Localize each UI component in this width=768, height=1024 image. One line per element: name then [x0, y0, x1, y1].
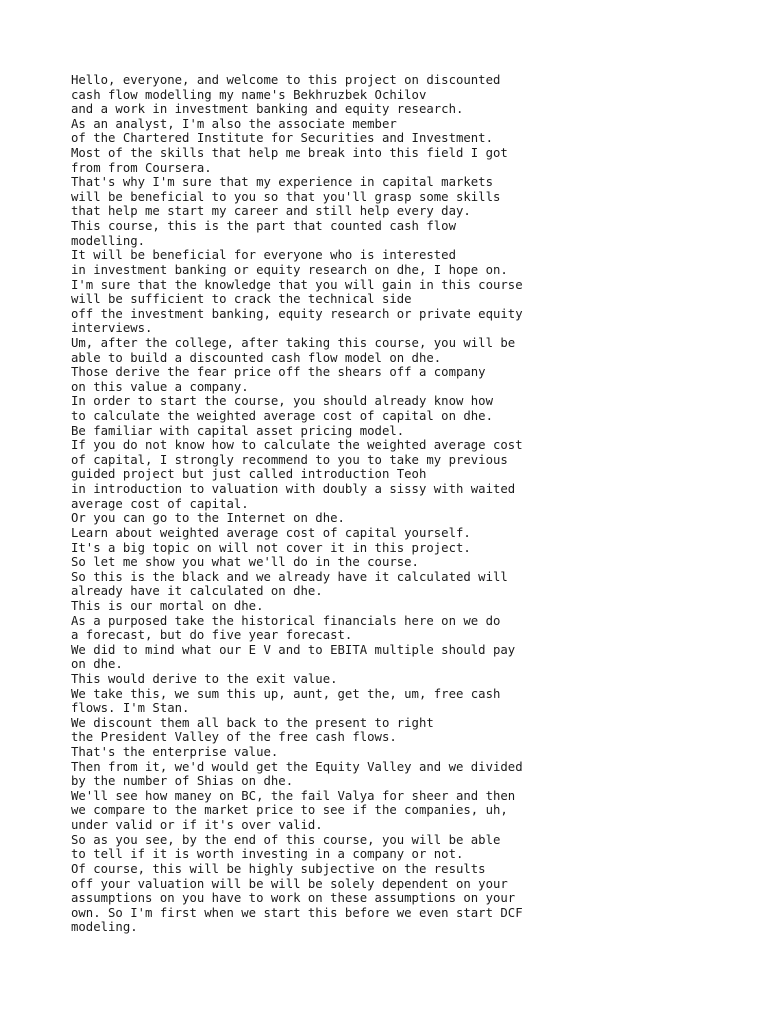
transcript-line: own. So I'm first when we start this before we even start DCF: [71, 905, 523, 920]
transcript-line: average cost of capital.: [71, 496, 249, 511]
transcript-line: the President Valley of the free cash flows.: [71, 730, 397, 745]
transcript-line: on this value a company.: [71, 379, 249, 394]
transcript-line: on dhe.: [71, 657, 123, 672]
transcript-line: modelling.: [71, 233, 146, 248]
transcript-line: Most of the skills that help me break into this field I got: [71, 146, 508, 161]
transcript-line: to tell if it is worth investing in a company or not.: [71, 847, 464, 862]
transcript-line: interviews.: [71, 321, 153, 336]
transcript-line: flows. I'm Stan.: [71, 701, 190, 716]
transcript-line: Or you can go to the Internet on dhe.: [71, 511, 345, 526]
transcript-line: will be beneficial to you so that you'll grasp some skills: [71, 189, 501, 204]
transcript-line: So let me show you what we'll do in the course.: [71, 555, 419, 570]
transcript-line: We discount them all back to the present to right: [71, 715, 434, 730]
transcript-line: We'll see how maney on BC, the fail Valya for sheer and then: [71, 788, 516, 803]
transcript-line: In order to start the course, you should already know how: [71, 394, 493, 409]
transcript-line: That's why I'm sure that my experience in capital markets: [71, 175, 493, 190]
transcript-line: It will be beneficial for everyone who is interested: [71, 248, 456, 263]
transcript-line: already have it calculated on dhe.: [71, 584, 323, 599]
transcript-line: Learn about weighted average cost of capital yourself.: [71, 525, 471, 540]
transcript-line: Um, after the college, after taking this course, you will be: [71, 335, 516, 350]
transcript-line: we compare to the market price to see if the companies, uh,: [71, 803, 508, 818]
transcript-line: If you do not know how to calculate the weighted average cost: [71, 438, 523, 453]
transcript-line: off your valuation will be will be solely dependent on your: [71, 876, 508, 891]
transcript-line: We did to mind what our E V and to EBITA multiple should pay: [71, 642, 516, 657]
transcript-line: So this is the black and we already have it calculated will: [71, 569, 508, 584]
transcript-line: off the investment banking, equity research or private equity: [71, 306, 523, 321]
transcript-line: I'm sure that the knowledge that you will gain in this course: [71, 277, 523, 292]
transcript-line: will be sufficient to crack the technical side: [71, 292, 412, 307]
transcript-line: able to build a discounted cash flow model on dhe.: [71, 350, 442, 365]
transcript-line: that help me start my career and still help every day.: [71, 204, 471, 219]
transcript-line: cash flow modelling my name's Bekhruzbek Ochilov: [71, 87, 427, 102]
transcript-line: in introduction to valuation with doubly a sissy with waited: [71, 482, 516, 497]
transcript-line: in investment banking or equity research on dhe, I hope on.: [71, 262, 508, 277]
transcript-line: Those derive the fear price off the shears off a company: [71, 365, 486, 380]
transcript-line: This course, this is the part that counted cash flow: [71, 219, 456, 234]
transcript-line: under valid or if it's over valid.: [71, 818, 323, 833]
transcript-line: Hello, everyone, and welcome to this project on discounted: [71, 73, 501, 87]
document-page: [71, 73, 751, 935]
transcript-line: This is our mortal on dhe.: [71, 598, 264, 613]
transcript-line: That's the enterprise value.: [71, 745, 279, 760]
transcript-line: It's a big topic on will not cover it in this project.: [71, 540, 471, 555]
transcript-text: [71, 73, 751, 935]
transcript-line: by the number of Shias on dhe.: [71, 774, 294, 789]
transcript-line: This would derive to the exit value.: [71, 671, 338, 686]
transcript-line: of the Chartered Institute for Securities and Investment.: [71, 131, 493, 146]
transcript-line: from from Coursera.: [71, 160, 212, 175]
transcript-line: assumptions on you have to work on these assumptions on your: [71, 891, 516, 906]
transcript-line: As an analyst, I'm also the associate member: [71, 116, 397, 131]
transcript-line: modeling.: [71, 920, 138, 935]
transcript-line: and a work in investment banking and equity research.: [71, 102, 464, 117]
transcript-line: Be familiar with capital asset pricing model.: [71, 423, 405, 438]
transcript-line: a forecast, but do five year forecast.: [71, 628, 353, 643]
transcript-line: As a purposed take the historical financials here on we do: [71, 613, 501, 628]
transcript-line: Of course, this will be highly subjective on the results: [71, 861, 486, 876]
transcript-line: Then from it, we'd would get the Equity Valley and we divided: [71, 759, 523, 774]
transcript-line: to calculate the weighted average cost of capital on dhe.: [71, 409, 493, 424]
transcript-line: of capital, I strongly recommend to you to take my previous: [71, 452, 508, 467]
transcript-line: guided project but just called introduction Teoh: [71, 467, 427, 482]
transcript-line: We take this, we sum this up, aunt, get the, um, free cash: [71, 686, 501, 701]
transcript-line: So as you see, by the end of this course, you will be able: [71, 832, 501, 847]
